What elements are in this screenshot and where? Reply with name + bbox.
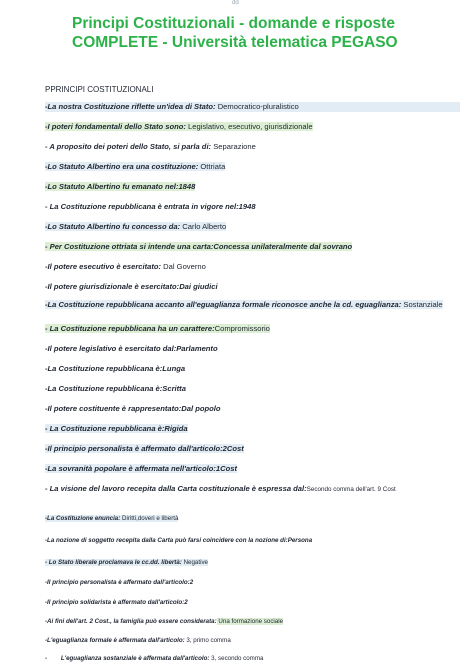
qa-item: -La Costituzione repubblicana è:Scritta	[45, 384, 186, 393]
qa-item: -Il potere costituente è rappresentato:Dal popolo	[45, 404, 221, 413]
qa-item: -Il potere legislativo è esercitato dal:Parlamento	[45, 344, 218, 353]
qa-item: -Lo Statuto Albertino fu concesso da: Carlo Alberto	[45, 222, 227, 231]
qa-item: -L'eguaglianza formale è affermata dall'articolo: 3, primo comma	[45, 637, 231, 644]
qa-item: - La Costituzione repubblicana ha un carattere:Compromissorio	[45, 324, 270, 333]
qa-item: -Il principio solidarista è affermato dall'articolo:2	[45, 599, 188, 606]
qa-item: -La sovranità popolare è affermata nell'articolo:1Cost	[45, 464, 237, 473]
qa-item: - Per Costituzione ottriata si intende una carta:Concessa unilateralmente dal sovrano	[45, 242, 353, 251]
qa-item: - La visione del lavoro recepita dalla Carta costituzionale è espressa dal:Secondo comma dell'art. 9 Cost	[45, 484, 396, 493]
qa-item: -Lo Statuto Albertino era una costituzione: Ottriata	[45, 162, 226, 171]
qa-item: -Ai fini dell'art. 2 Cost., la famiglia può essere considerata: Una formazione sociale	[45, 618, 284, 625]
qa-item: - Lo Stato liberale proclamava le cc.dd. libertà: Negative	[45, 559, 208, 566]
qa-item: -Il potere esecutivo è esercitato: Dal Governo	[45, 262, 206, 271]
qa-item: -La nozione di soggetto recepita dalla Carta può farsi coincidere con la nozione di:Persona	[45, 537, 313, 544]
qa-item: -La Costituzione repubblicana è:Lunga	[45, 364, 186, 373]
document-title: Principi Costituzionali - domande e risposte COMPLETE - Università telematica PEGASO	[72, 15, 398, 51]
qa-item: -Il principio personalista è affermato dall'articolo:2	[45, 579, 194, 586]
qa-item: - A proposito dei poteri dello Stato, si parla di: Separazione	[45, 142, 256, 151]
qa-item: -La Costituzione enuncia: Diritti,doveri e libertà	[45, 515, 179, 522]
qa-item: -La Costituzione repubblicana accanto all'eguaglianza formale riconosce anche la cd. eguaglianza: Sostanziale	[45, 300, 443, 309]
qa-item: - La Costituzione repubblicana è:Rigida	[45, 424, 188, 433]
qa-item: -I poteri fondamentali dello Stato sono: Legislativo, esecutivo, giurisdizionale	[45, 122, 313, 131]
qa-item: - L'eguaglianza sostanziale è affermata dall'articolo: 3, secondo comma	[45, 655, 264, 662]
qa-item: -Il principio personalista è affermato dall'articolo:2Cost	[45, 444, 244, 453]
section-heading: PPRINCIPI COSTITUZIONALI	[45, 85, 154, 94]
qa-item: -Il potere giurisdizionale è esercitato:Dai giudici	[45, 282, 218, 291]
qa-item: -Lo Statuto Albertino fu emanato nel:1848	[45, 182, 196, 191]
watermark: dd	[232, 0, 239, 6]
qa-item: - La Costituzione repubblicana è entrata in vigore nel:1948	[45, 202, 256, 211]
qa-item: -La nostra Costituzione riflette un'idea di Stato: Democratico-pluralistico	[45, 102, 460, 112]
